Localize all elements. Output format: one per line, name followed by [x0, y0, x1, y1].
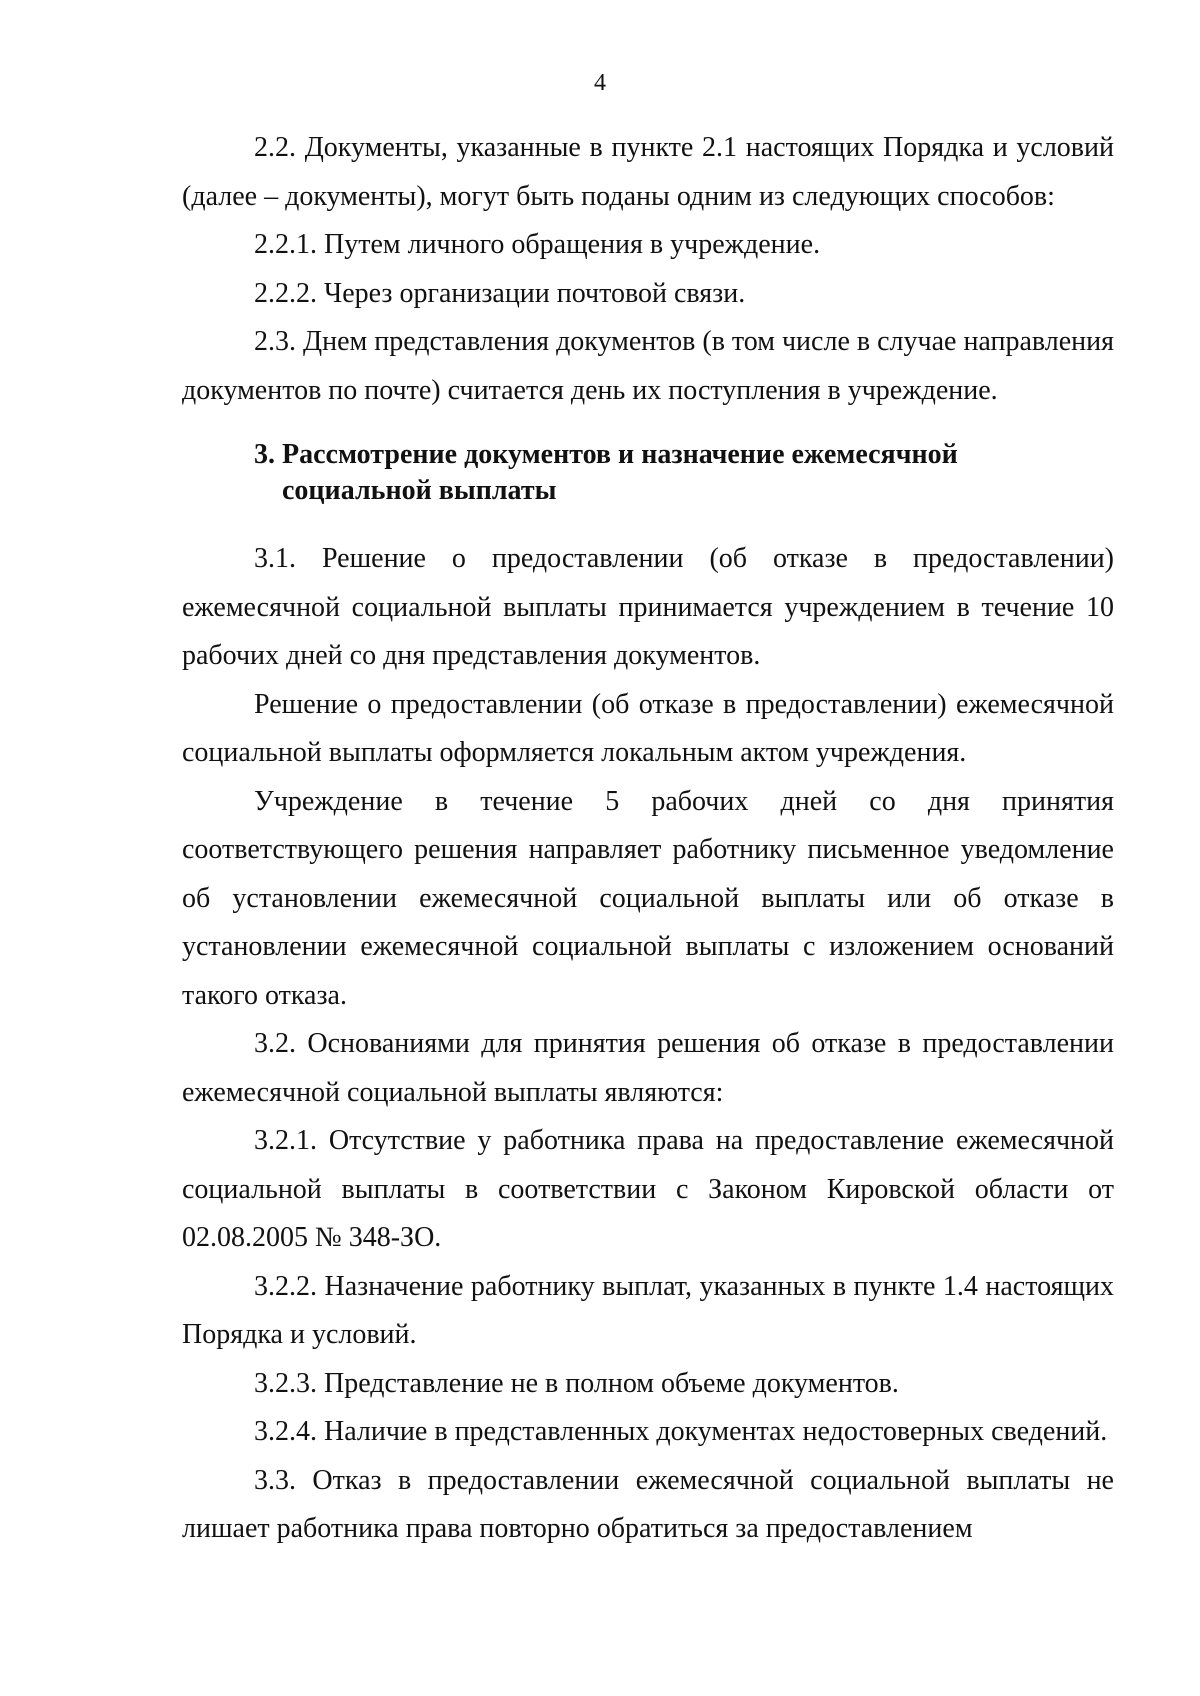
paragraph-3-2: 3.2. Основаниями для принятия решения об отказе в предоставлении ежемесячной социальной выплаты являются: [182, 1028, 1114, 1108]
section-3-heading: 3. Рассмотрение документов и назначение ежемесячной социальной выплаты [254, 439, 958, 506]
page-number: 4 [594, 70, 606, 96]
document-body [182, 124, 1114, 1554]
paragraph-2-2-1: 2.2.1. Путем личного обращения в учреждение. [254, 229, 821, 260]
paragraph-3-1-notification: Учреждение в течение 5 рабочих дней со дня принятия соответствующего решения направляет работнику письменное уведомление об установлении ежемесячной социальной выплаты или об отказе в установлении ежемесячной социальной выплаты с изложением оснований такого отказа. [182, 785, 1114, 1011]
paragraph-3-2-4: 3.2.4. Наличие в представленных документах недостоверных сведений. [254, 1416, 1108, 1447]
paragraph-3-2-3: 3.2.3. Представление не в полном объеме документов. [254, 1367, 899, 1399]
paragraph-2-2: 2.2. Документы, указанные в пункте 2.1 настоящих Порядка и условий (далее – документы), могут быть поданы одним из следующих способов: [182, 132, 1114, 212]
paragraph-3-2-2: 3.2.2. Назначение работнику выплат, указанных в пункте 1.4 настоящих Порядка и условий. [182, 1270, 1114, 1350]
paragraph-3-1: 3.1. Решение о предоставлении (об отказе в предоставлении) ежемесячной социальной выплаты принимается учреждением в течение 10 рабочих дней со дня представления документов. [182, 543, 1114, 671]
paragraph-2-3: 2.3. Днем представления документов (в том числе в случае направления документов по почте) считается день их поступления в учреждение. [182, 326, 1114, 406]
paragraph-3-3: 3.3. Отказ в предоставлении ежемесячной социальной выплаты не лишает работника права повторно обратиться за предоставлением [182, 1464, 1114, 1544]
paragraph-2-2-2: 2.2.2. Через организации почтовой связи. [254, 277, 746, 309]
paragraph-3-2-1: 3.2.1. Отсутствие у работника права на предоставление ежемесячной социальной выплаты в соответствии с Законом Кировской области от 02.08.2005 № 348-ЗО. [182, 1125, 1114, 1253]
paragraph-3-1-decision: Решение о предоставлении (об отказе в предоставлении) ежемесячной социальной выплаты оформляется локальным актом учреждения. [182, 688, 1114, 768]
